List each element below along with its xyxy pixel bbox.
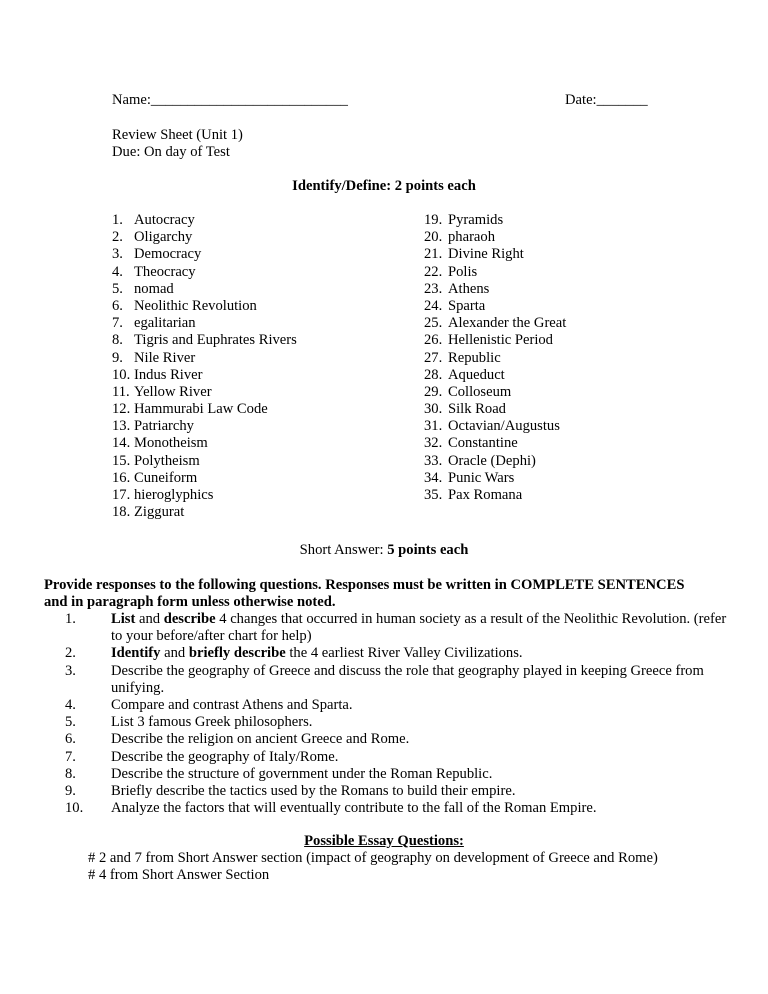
term-number: 27. xyxy=(424,349,443,366)
term-item xyxy=(112,487,297,504)
short-answer-question xyxy=(65,748,728,766)
instructions-line-2: and in paragraph form unless otherwise noted. xyxy=(44,594,336,610)
term-item xyxy=(112,246,297,263)
question-text-1: Describe the structure of government under the Roman Republic. xyxy=(111,765,493,782)
term-item xyxy=(112,384,297,401)
instructions-line-1: Provide responses to the following questions. Responses must be written in COMPLETE SENTENCES xyxy=(44,577,685,593)
name-field-label: Name:___________________________ xyxy=(112,92,348,108)
term-item xyxy=(424,367,566,384)
short-answer-questions xyxy=(65,611,728,817)
term-number: 1. xyxy=(112,212,123,228)
term-item xyxy=(424,246,566,263)
term-number: 22. xyxy=(424,263,443,280)
term-number: 9. xyxy=(112,349,123,366)
term-item xyxy=(112,367,297,384)
term-text: Hammurabi Law Code xyxy=(134,401,268,418)
term-item xyxy=(424,401,566,418)
question-text-1: Describe the geography of Greece and discuss the role that geography played in keeping Greece from unifying. xyxy=(111,662,704,696)
term-number: 21. xyxy=(424,246,443,263)
short-answer-question xyxy=(65,800,728,817)
term-number: 14. xyxy=(112,435,131,452)
term-number: 32. xyxy=(424,435,443,452)
question-text-1: Describe the religion on ancient Greece and Rome. xyxy=(111,731,410,748)
term-item xyxy=(112,264,297,281)
term-text: Polytheism xyxy=(134,452,200,469)
term-number: 25. xyxy=(424,315,443,332)
short-answer-question xyxy=(65,662,728,697)
term-number: 35. xyxy=(424,487,443,503)
term-text: Divine Right xyxy=(448,246,524,263)
term-number: 5. xyxy=(112,280,123,297)
term-text: Oligarchy xyxy=(134,229,193,246)
term-item xyxy=(112,453,297,470)
term-text: Pyramids xyxy=(448,212,504,228)
question-text-1: Briefly describe the tactics used by the Romans to build their empire. xyxy=(111,783,516,800)
question-number: 10. xyxy=(65,800,84,817)
question-text-2: 4 changes that occurred in human society as a result of the Neolithic Revolution. (refer to your before/after chart for help) xyxy=(111,611,727,645)
term-number: 11. xyxy=(112,383,130,400)
term-item xyxy=(424,264,566,281)
question-text-1: List 3 famous Greek philosophers. xyxy=(111,714,313,731)
short-answer-points: 5 points each xyxy=(387,542,469,558)
term-text: Sparta xyxy=(448,297,486,314)
term-item xyxy=(424,298,566,315)
question-text-1: Describe the geography of Italy/Rome. xyxy=(111,748,339,765)
term-item xyxy=(112,229,297,246)
term-text: Yellow River xyxy=(134,383,212,400)
question-number: 7. xyxy=(65,748,76,765)
term-text: Cuneiform xyxy=(134,469,198,486)
short-answer-question xyxy=(65,714,728,731)
term-number: 31. xyxy=(424,418,443,435)
term-item xyxy=(424,453,566,470)
term-text: Neolithic Revolution xyxy=(134,297,257,314)
term-number: 19. xyxy=(424,212,443,228)
term-item xyxy=(424,418,566,435)
term-number: 24. xyxy=(424,297,443,314)
short-answer-question xyxy=(65,765,728,783)
question-text-1: Analyze the factors that will eventually contribute to the fall of the Roman Empire. xyxy=(111,800,597,817)
term-number: 18. xyxy=(112,504,131,521)
term-text: Athens xyxy=(448,280,490,297)
term-item xyxy=(112,504,297,521)
term-number: 28. xyxy=(424,366,443,383)
short-answer-question xyxy=(65,783,728,800)
term-item xyxy=(424,332,566,349)
term-number: 3. xyxy=(112,246,123,263)
term-item xyxy=(112,350,297,367)
term-item xyxy=(424,229,566,246)
short-answer-heading-text: Short Answer: xyxy=(299,542,388,558)
short-answer-question xyxy=(65,645,728,662)
term-number: 20. xyxy=(424,229,443,246)
term-item xyxy=(112,470,297,487)
question-bold-1: Identify xyxy=(111,645,161,662)
question-number: 1. xyxy=(65,611,76,627)
question-number: 8. xyxy=(65,765,76,782)
term-number: 34. xyxy=(424,469,443,486)
question-number: 5. xyxy=(65,714,76,731)
term-number: 13. xyxy=(112,418,131,435)
question-text-2: the 4 earliest River Valley Civilizations. xyxy=(285,645,523,662)
question-bold-1: List xyxy=(111,611,136,627)
term-item xyxy=(112,332,297,349)
term-number: 23. xyxy=(424,280,443,297)
term-text: Republic xyxy=(448,349,501,366)
term-item xyxy=(112,298,297,315)
term-text: Theocracy xyxy=(134,263,196,280)
term-text: Nile River xyxy=(134,349,196,366)
term-text: Pax Romana xyxy=(448,487,523,503)
term-item xyxy=(424,384,566,401)
term-text: Ziggurat xyxy=(134,504,185,521)
short-answer-question xyxy=(65,697,728,714)
term-item xyxy=(424,212,566,229)
term-item xyxy=(112,418,297,435)
term-text: Autocracy xyxy=(134,212,195,228)
question-text-1: Compare and contrast Athens and Sparta. xyxy=(111,697,353,714)
term-number: 8. xyxy=(112,332,123,349)
term-text: Octavian/Augustus xyxy=(448,418,560,435)
term-item xyxy=(424,350,566,367)
short-answer-question xyxy=(65,731,728,748)
term-item xyxy=(424,470,566,487)
question-number: 4. xyxy=(65,697,76,714)
term-item xyxy=(424,315,566,332)
short-answer-question xyxy=(65,611,728,645)
question-number: 6. xyxy=(65,731,76,748)
term-text: Aqueduct xyxy=(448,366,505,383)
term-text: egalitarian xyxy=(134,315,196,332)
term-text: Monotheism xyxy=(134,435,208,452)
short-answer-heading xyxy=(0,542,768,559)
term-text: Indus River xyxy=(134,366,203,383)
term-text: Tigris and Euphrates Rivers xyxy=(134,332,297,349)
term-number: 4. xyxy=(112,263,123,280)
term-item xyxy=(112,401,297,418)
question-bold-2: describe xyxy=(163,611,216,627)
identify-heading: Identify/Define: 2 points each xyxy=(292,178,476,194)
term-number: 29. xyxy=(424,383,443,400)
date-field-label: Date:_______ xyxy=(565,92,648,108)
essay-line-2: # 4 from Short Answer Section xyxy=(88,867,270,883)
terms-list-right xyxy=(424,212,566,504)
term-text: Polis xyxy=(448,263,478,280)
term-number: 12. xyxy=(112,401,131,418)
term-text: Democracy xyxy=(134,246,202,263)
question-number: 2. xyxy=(65,645,76,662)
term-item xyxy=(112,281,297,298)
document-title: Review Sheet (Unit 1) xyxy=(112,127,243,143)
term-item xyxy=(424,487,566,504)
term-number: 30. xyxy=(424,401,443,418)
term-number: 17. xyxy=(112,487,131,503)
term-text: Punic Wars xyxy=(448,469,515,486)
question-number: 3. xyxy=(65,662,76,679)
terms-list-left xyxy=(112,212,297,521)
term-text: Hellenistic Period xyxy=(448,332,553,349)
due-date-text: Due: On day of Test xyxy=(112,144,230,160)
term-number: 10. xyxy=(112,366,131,383)
term-text: Alexander the Great xyxy=(448,315,567,332)
term-number: 7. xyxy=(112,315,123,332)
term-text: Patriarchy xyxy=(134,418,194,435)
term-item xyxy=(112,315,297,332)
term-number: 15. xyxy=(112,452,131,469)
essay-heading: Possible Essay Questions: xyxy=(304,833,464,849)
term-text: Colloseum xyxy=(448,383,512,400)
term-text: nomad xyxy=(134,280,174,297)
term-item xyxy=(424,281,566,298)
essay-line-1: # 2 and 7 from Short Answer section (impact of geography on development of Greece and Rome) xyxy=(88,850,658,866)
term-number: 6. xyxy=(112,297,123,314)
term-number: 33. xyxy=(424,452,443,469)
term-text: hieroglyphics xyxy=(134,487,214,503)
question-text-1: and xyxy=(135,611,164,627)
term-number: 26. xyxy=(424,332,443,349)
term-text: Oracle (Dephi) xyxy=(448,452,536,469)
term-text: pharaoh xyxy=(448,229,496,246)
term-text: Silk Road xyxy=(448,401,506,418)
term-number: 2. xyxy=(112,229,123,246)
question-number: 9. xyxy=(65,783,76,800)
term-text: Constantine xyxy=(448,435,518,452)
term-item xyxy=(112,212,297,229)
term-item xyxy=(112,435,297,452)
term-item xyxy=(424,435,566,452)
question-text-1: and xyxy=(160,645,189,662)
question-bold-2: briefly describe xyxy=(188,645,286,662)
term-number: 16. xyxy=(112,469,131,486)
